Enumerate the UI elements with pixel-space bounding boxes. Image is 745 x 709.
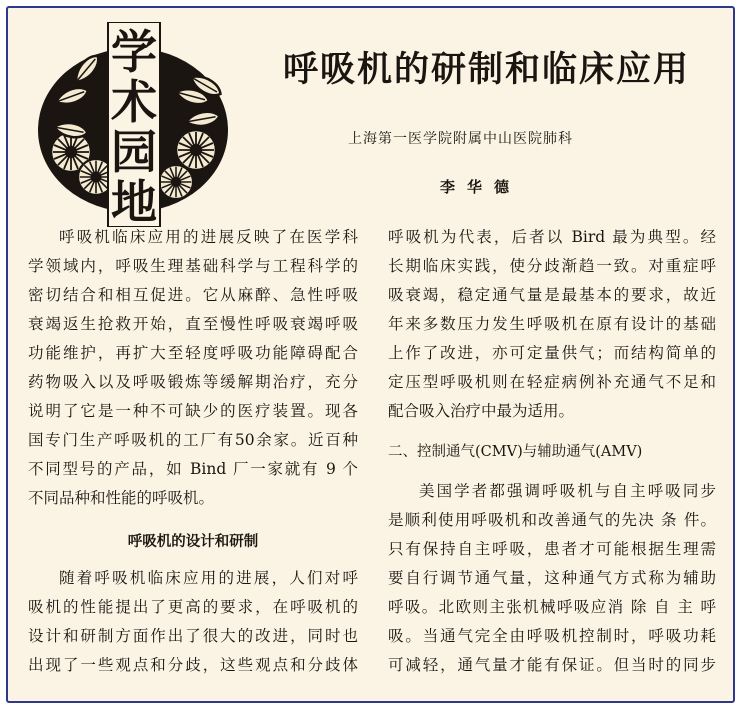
text-line: 可减轻，通气量才能有保证。但当时的同步 [388, 656, 716, 674]
text-line: 密切结合和相互促进。它从麻醉、急性呼吸 [28, 286, 358, 304]
author-name [440, 176, 521, 197]
text-line: 长期临床实践，使分歧渐趋一致。对重症呼 [388, 257, 716, 275]
text-line: 吸。当通气完全由呼吸机控制时，呼吸功耗 [388, 627, 716, 645]
text-line: 不同型号的产品，如 Bind 厂一家就有 9 个 [28, 460, 358, 478]
column-logo-emblem [36, 22, 231, 227]
text-line: 呼吸。北欧则主张机械呼吸应消 除 自 主 呼 [388, 598, 716, 616]
text-line: 出现了一些观点和分歧，这些观点和分歧体 [28, 656, 358, 674]
logo-char-2: 术 [111, 75, 157, 129]
text-line: 功能维护，再扩大至轻度呼吸功能障碍配合 [28, 344, 358, 362]
text-line: 美国学者都强调呼吸机与自主呼吸同步 [419, 482, 716, 500]
text-line: 说明了它是一种不可缺少的医疗装置。现各 [28, 402, 358, 420]
author-char-1: 李 [440, 178, 456, 196]
section-heading: 呼吸机的设计和研制 [127, 533, 259, 550]
text-line: 呼吸机临床应用的进展反映了在医学科 [59, 228, 358, 246]
text-line: 吸机的性能提出了更高的要求，在呼吸机的 [28, 598, 358, 616]
section-subheading: 二、控制通气(CMV)与辅助通气(AMV) [388, 444, 643, 460]
flower-ornament-icon [36, 22, 231, 227]
logo-char-1: 学 [111, 25, 157, 79]
text-line: 设计和研制方面作出了很大的改进，同时也 [28, 627, 358, 645]
text-line: 国专门生产呼吸机的工厂有50余家。近百种 [28, 431, 358, 449]
text-line: 是顺利使用呼吸机和改善通气的先决 条 件。 [388, 511, 716, 529]
right-column [388, 223, 716, 680]
text-line: 不同品种和性能的呼吸机。 [28, 489, 215, 507]
author-char-2: 华 [467, 178, 483, 196]
text-line: 药物吸入以及呼吸锻炼等缓解期治疗，充分 [28, 373, 358, 391]
text-line: 呼吸机为代表，后者以 Bird 最为典型。经 [388, 228, 716, 246]
text-line: 上作了改进，亦可定量供气；而结构简单的 [388, 344, 716, 362]
text-line: 吸衰竭，稳定通气量是最基本的要求，故近 [388, 286, 716, 304]
text-line: 只有保持自主呼吸，患者才可能根据生理需 [388, 540, 716, 558]
text-line: 年来多数压力发生呼吸机在原有设计的基础 [388, 315, 716, 333]
text-line: 学领域内，呼吸生理基础科学与工程科学的 [28, 257, 358, 275]
logo-char-4: 地 [111, 175, 157, 227]
text-line: 衰竭返生抢救开始，直至慢性呼吸衰竭呼吸 [28, 315, 358, 333]
article-title: 呼吸机的研制和临床应用 [283, 49, 691, 90]
author-char-3: 德 [494, 178, 510, 196]
left-column [28, 223, 358, 680]
text-line: 要自行调节通气量，这种通气方式称为辅助 [388, 569, 716, 587]
text-line: 定压型呼吸机则在轻症病例补充通气不足和 [388, 373, 716, 391]
document-page [6, 6, 735, 703]
text-line: 随着呼吸机临床应用的进展，人们对呼 [59, 569, 358, 587]
text-line: 配合吸入治疗中最为适用。 [388, 402, 575, 420]
author-affiliation: 上海第一医学院附属中山医院肺科 [348, 131, 573, 147]
logo-char-3: 园 [111, 125, 157, 179]
